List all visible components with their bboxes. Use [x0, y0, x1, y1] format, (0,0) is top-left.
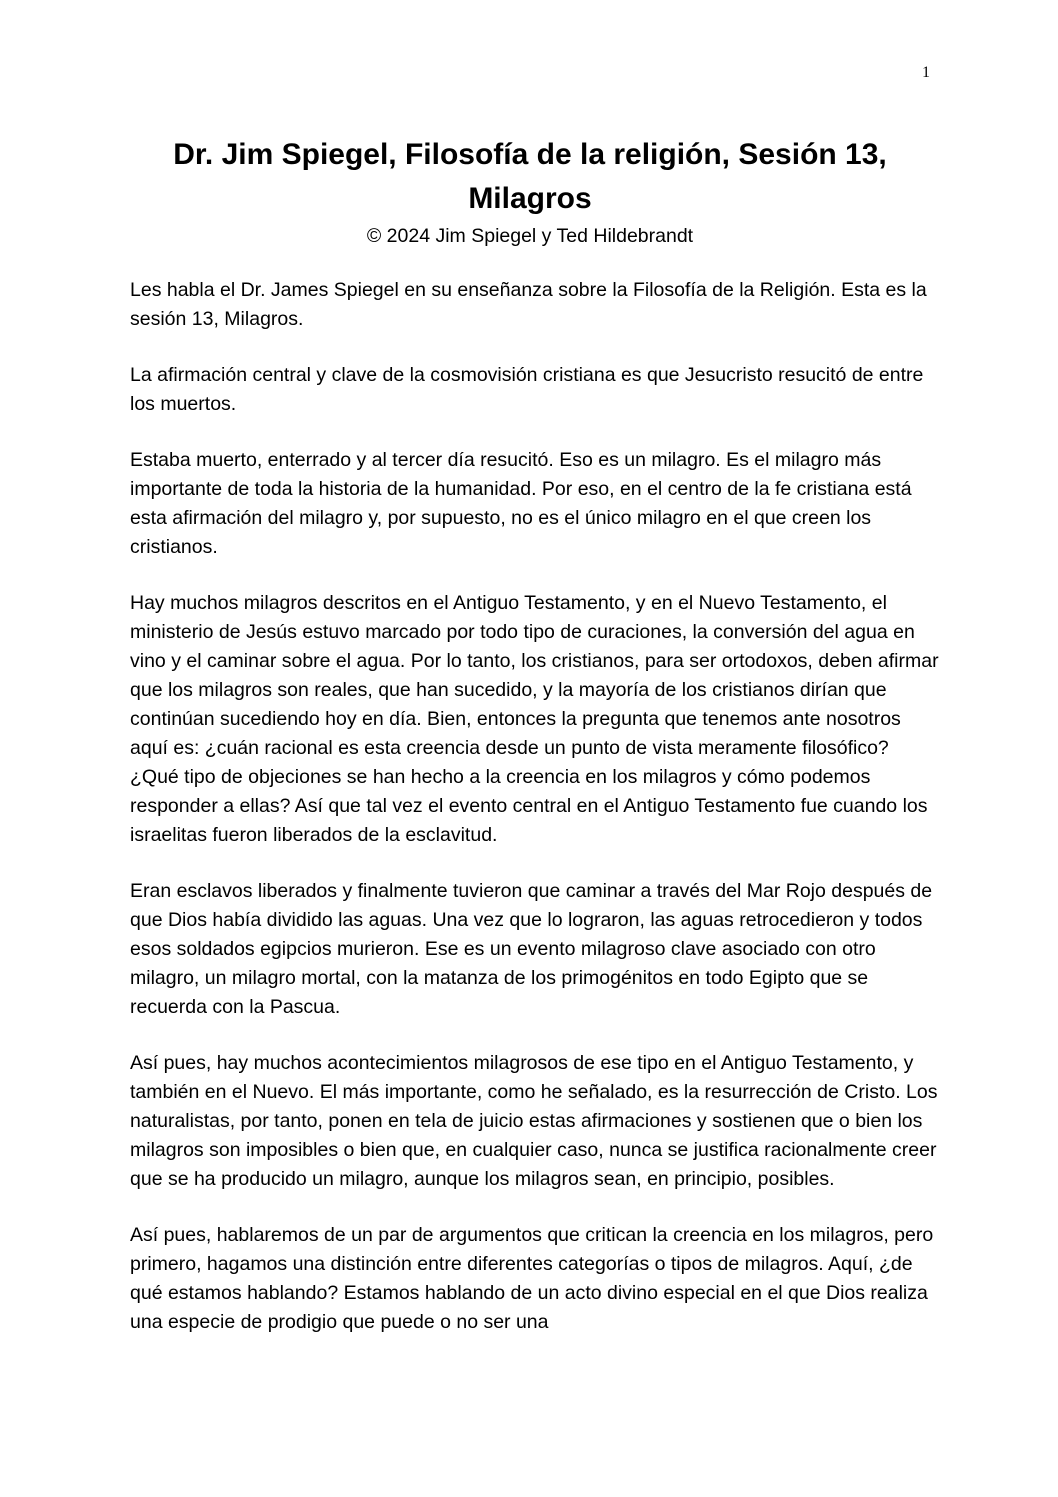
paragraph: Así pues, hablaremos de un par de argumentos que critican la creencia en los milagros, pero primero, hagamos una distinción entre diferentes categorías o tipos de milagros. Aquí, ¿de qué estamos hablando? Estamos hablando de un acto divino especial en el que Dios realiza una especie de prodigio que puede o no ser una	[130, 1224, 934, 1333]
paragraph: Les habla el Dr. James Spiegel en su enseñanza sobre la Filosofía de la Religión. Esta es la sesión 13, Milagros.	[130, 279, 927, 330]
paragraph: Estaba muerto, enterrado y al tercer día resucitó. Eso es un milagro. Es el milagro más importante de toda la historia de la humanidad. Por eso, en el centro de la fe cristiana está esta afirmación del milagro y, por supuesto, no es el único milagro en el que creen los cristianos.	[130, 449, 912, 558]
paragraph: Así pues, hay muchos acontecimientos milagrosos de ese tipo en el Antiguo Testamento, y también en el Nuevo. El más importante, como he señalado, es la resurrección de Cristo. Los naturalistas, por tanto, ponen en tela de juicio estas afirmaciones y sostienen que o bien los milagros son imposibles o bien que, en cualquier caso, nunca se justifica racionalmente creer que se ha producido un milagro, aunque los milagros sean, en principio, posibles.	[130, 1052, 938, 1190]
paragraph: Hay muchos milagros descritos en el Antiguo Testamento, y en el Nuevo Testamento, el ministerio de Jesús estuvo marcado por todo tipo de curaciones, la conversión del agua en vino y el caminar sobre el agua. Por lo tanto, los cristianos, para ser ortodoxos, deben afirmar que los milagros son reales, que han sucedido, y la mayoría de los cristianos dirían que continúan sucediendo hoy en día. Bien, entonces la pregunta que tenemos ante nosotros aquí es: ¿cuán racional es esta creencia desde un punto de vista meramente filosófico? ¿Qué tipo de objeciones se han hecho a la creencia en los milagros y cómo podemos responder a ellas? Así que tal vez el evento central en el Antiguo Testamento fue cuando los israelitas fueron liberados de la esclavitud.	[130, 592, 939, 846]
paragraph: La afirmación central y clave de la cosmovisión cristiana es que Jesucristo resucitó de entre los muertos.	[130, 364, 924, 415]
document-body	[130, 276, 940, 1364]
paragraph: Eran esclavos liberados y finalmente tuvieron que caminar a través del Mar Rojo después de que Dios había dividido las aguas. Una vez que lo lograron, las aguas retrocedieron y todos esos soldados egipcios murieron. Ese es un evento milagroso clave asociado con otro milagro, un milagro mortal, con la matanza de los primogénitos en todo Egipto que se recuerda con la Pascua.	[130, 880, 933, 1018]
document-title: Dr. Jim Spiegel, Filosofía de la religión, Sesión 13, Milagros	[173, 138, 887, 215]
page-number: 1	[922, 64, 930, 81]
copyright-line: © 2024 Jim Spiegel y Ted Hildebrandt	[366, 225, 694, 247]
